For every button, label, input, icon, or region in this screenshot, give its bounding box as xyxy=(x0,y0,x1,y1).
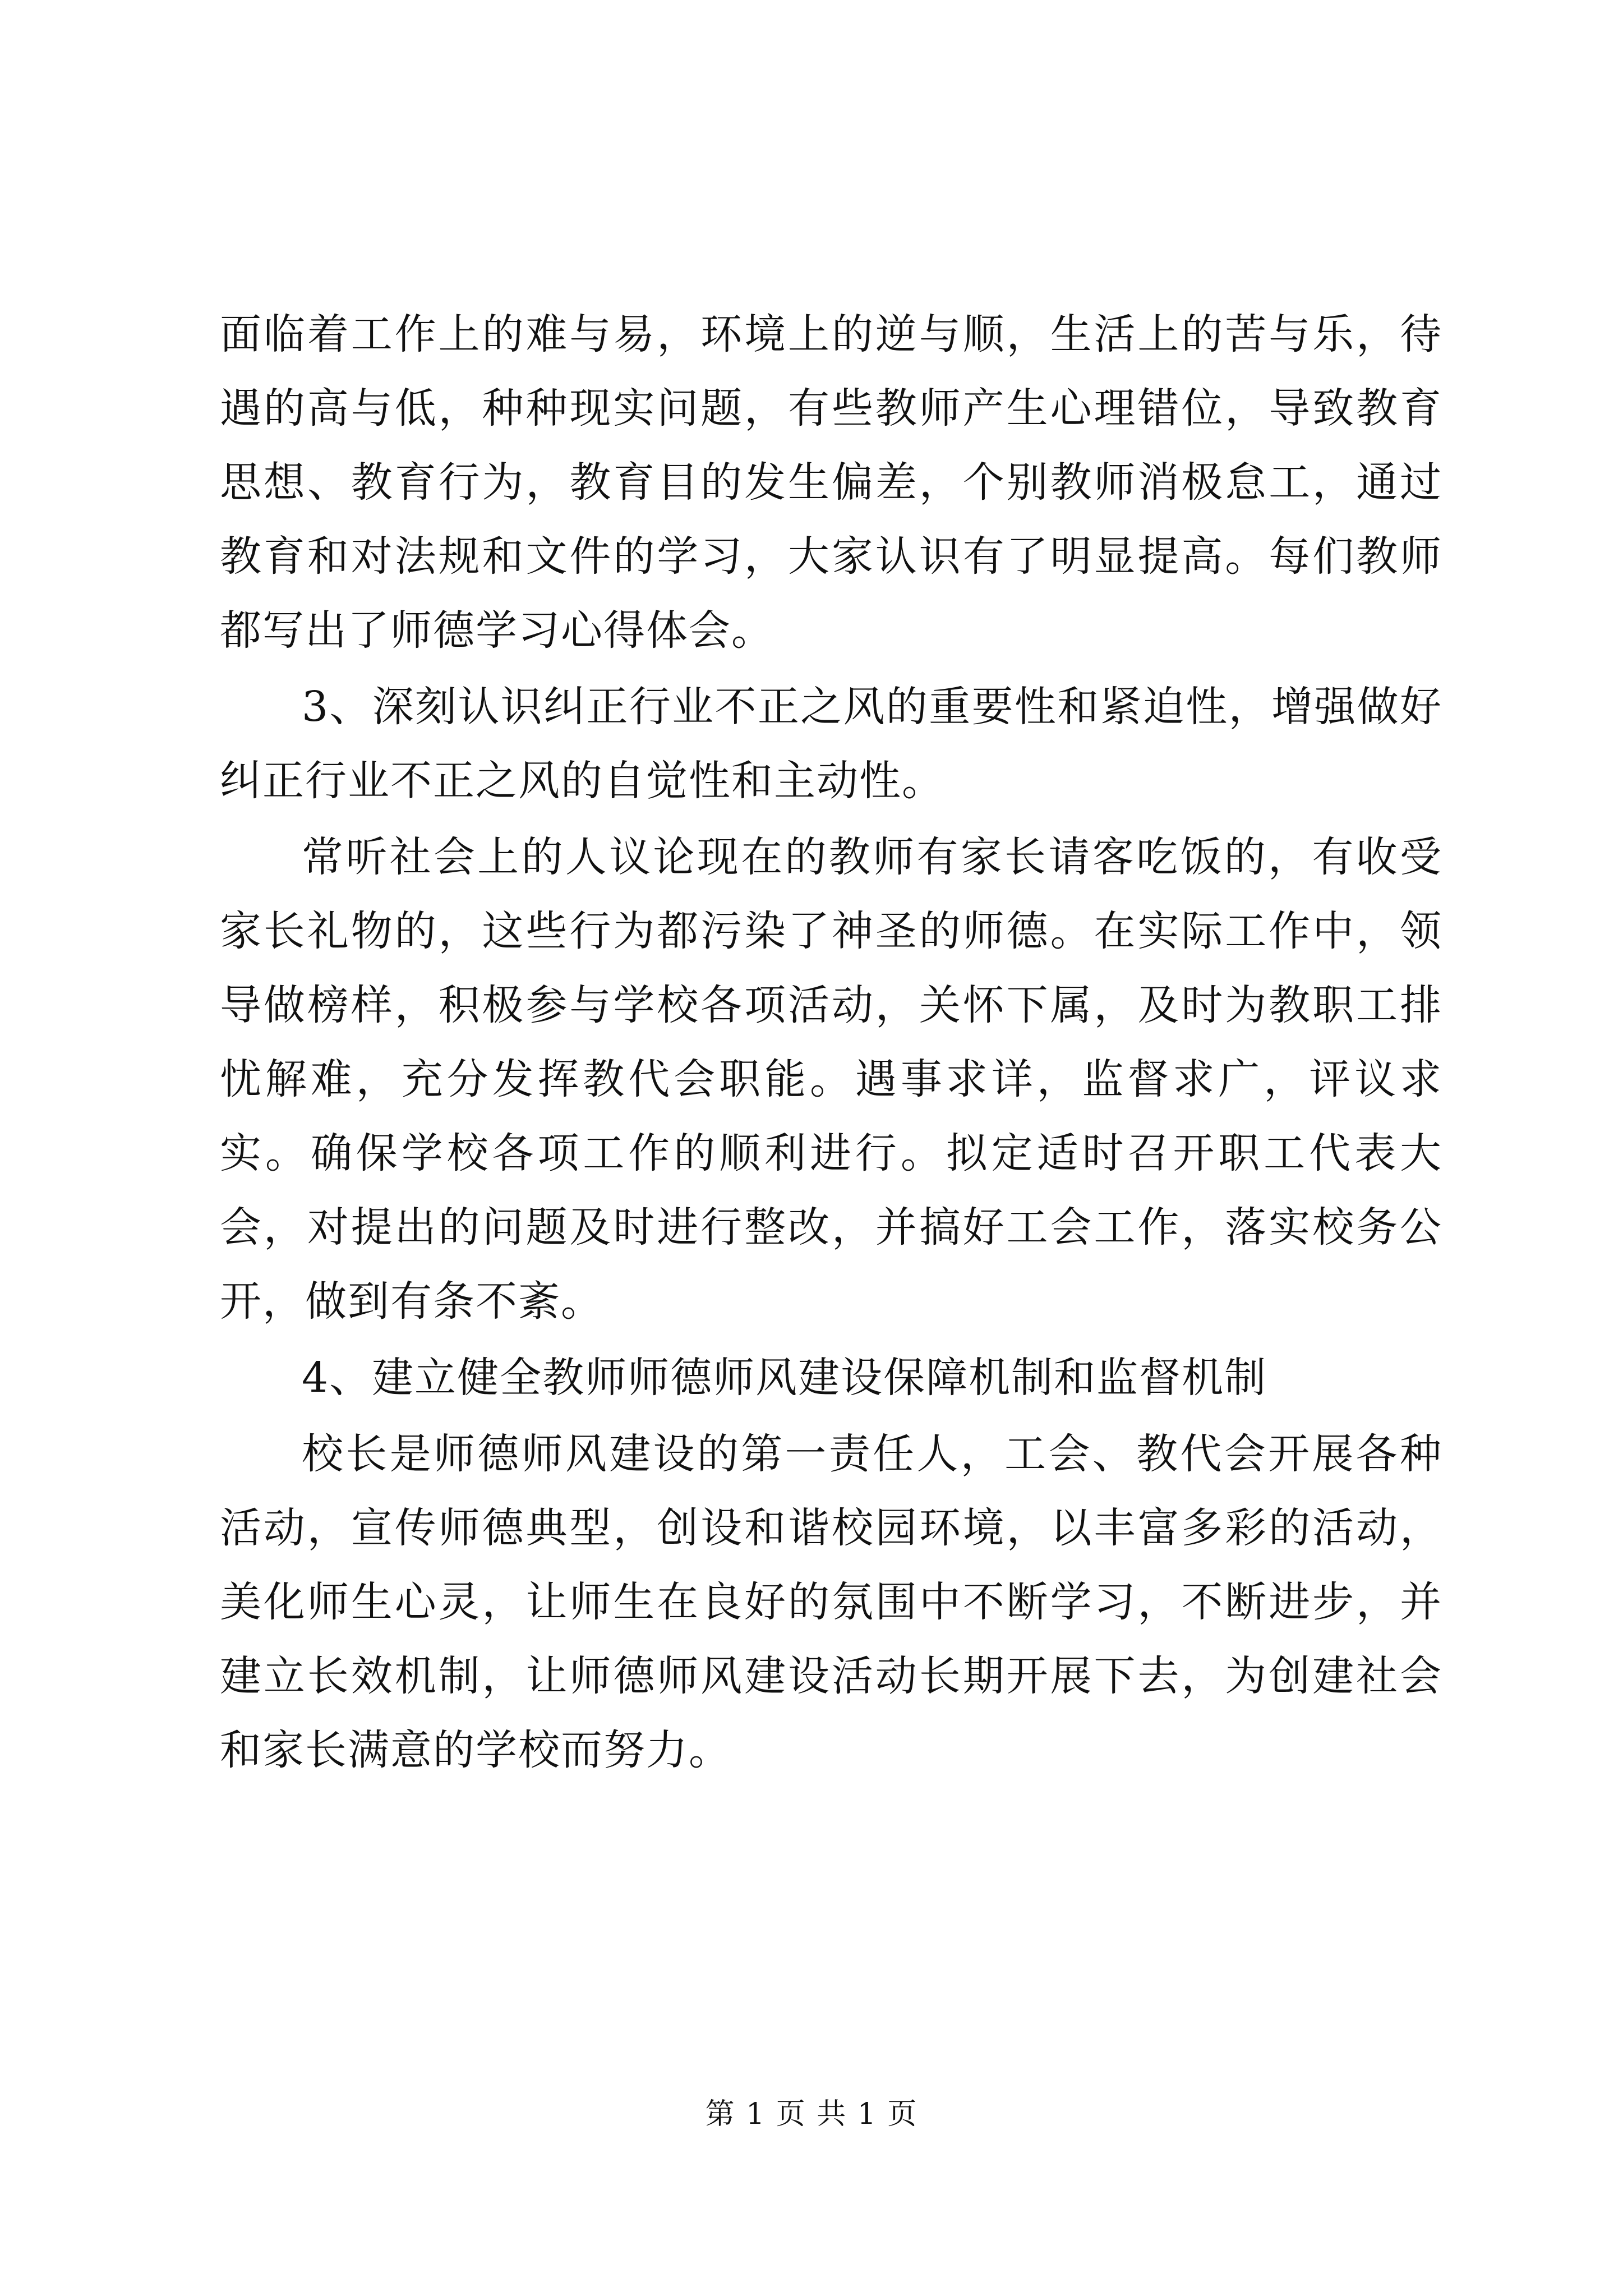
paragraph: 常听社会上的人议论现在的教师有家长请客吃饭的，有收受家长礼物的，这些行为都污染了神圣的师德。在实际工作中，领导做榜样，积极参与学校各项活动，关怀下属，及时为教职工排忧解难，充分发挥教代会职能。遇事求详，监督求广，评议求实。确保学校各项工作的顺利进行。拟定适时召开职工代表大会，对提出的问题及时进行整改，并搞好工会工作，落实校务公开，做到有条不紊。 xyxy=(220,833,1442,1326)
document-body xyxy=(220,297,1442,1787)
section-heading-3: 3、深刻认识纠正行业不正之风的重要性和紧迫性，增强做好纠正行业不正之风的自觉性和主动性。 xyxy=(220,683,1442,805)
section-heading-4: 4、建立健全教师师德师风建设保障机制和监督机制 xyxy=(302,1354,1267,1402)
page-number-footer: 第 1 页 共 1 页 xyxy=(705,2097,918,2131)
paragraph: 校长是师德师风建设的第一责任人，工会、教代会开展各种活动，宣传师德典型，创设和谐校园环境，以丰富多彩的活动，美化师生心灵，让师生在良好的氛围中不断学习，不断进步，并建立长效机制，让师德师风建设活动长期开展下去，为创建社会和家长满意的学校而努力。 xyxy=(220,1430,1442,1774)
paragraph: 面临着工作上的难与易，环境上的逆与顺，生活上的苦与乐，待遇的高与低，种种现实问题，有些教师产生心理错位，导致教育思想、教育行为，教育目的发生偏差，个别教师消极怠工，通过教育和对法规和文件的学习，大家认识有了明显提高。每们教师都写出了师德学习心得体会。 xyxy=(220,310,1442,655)
